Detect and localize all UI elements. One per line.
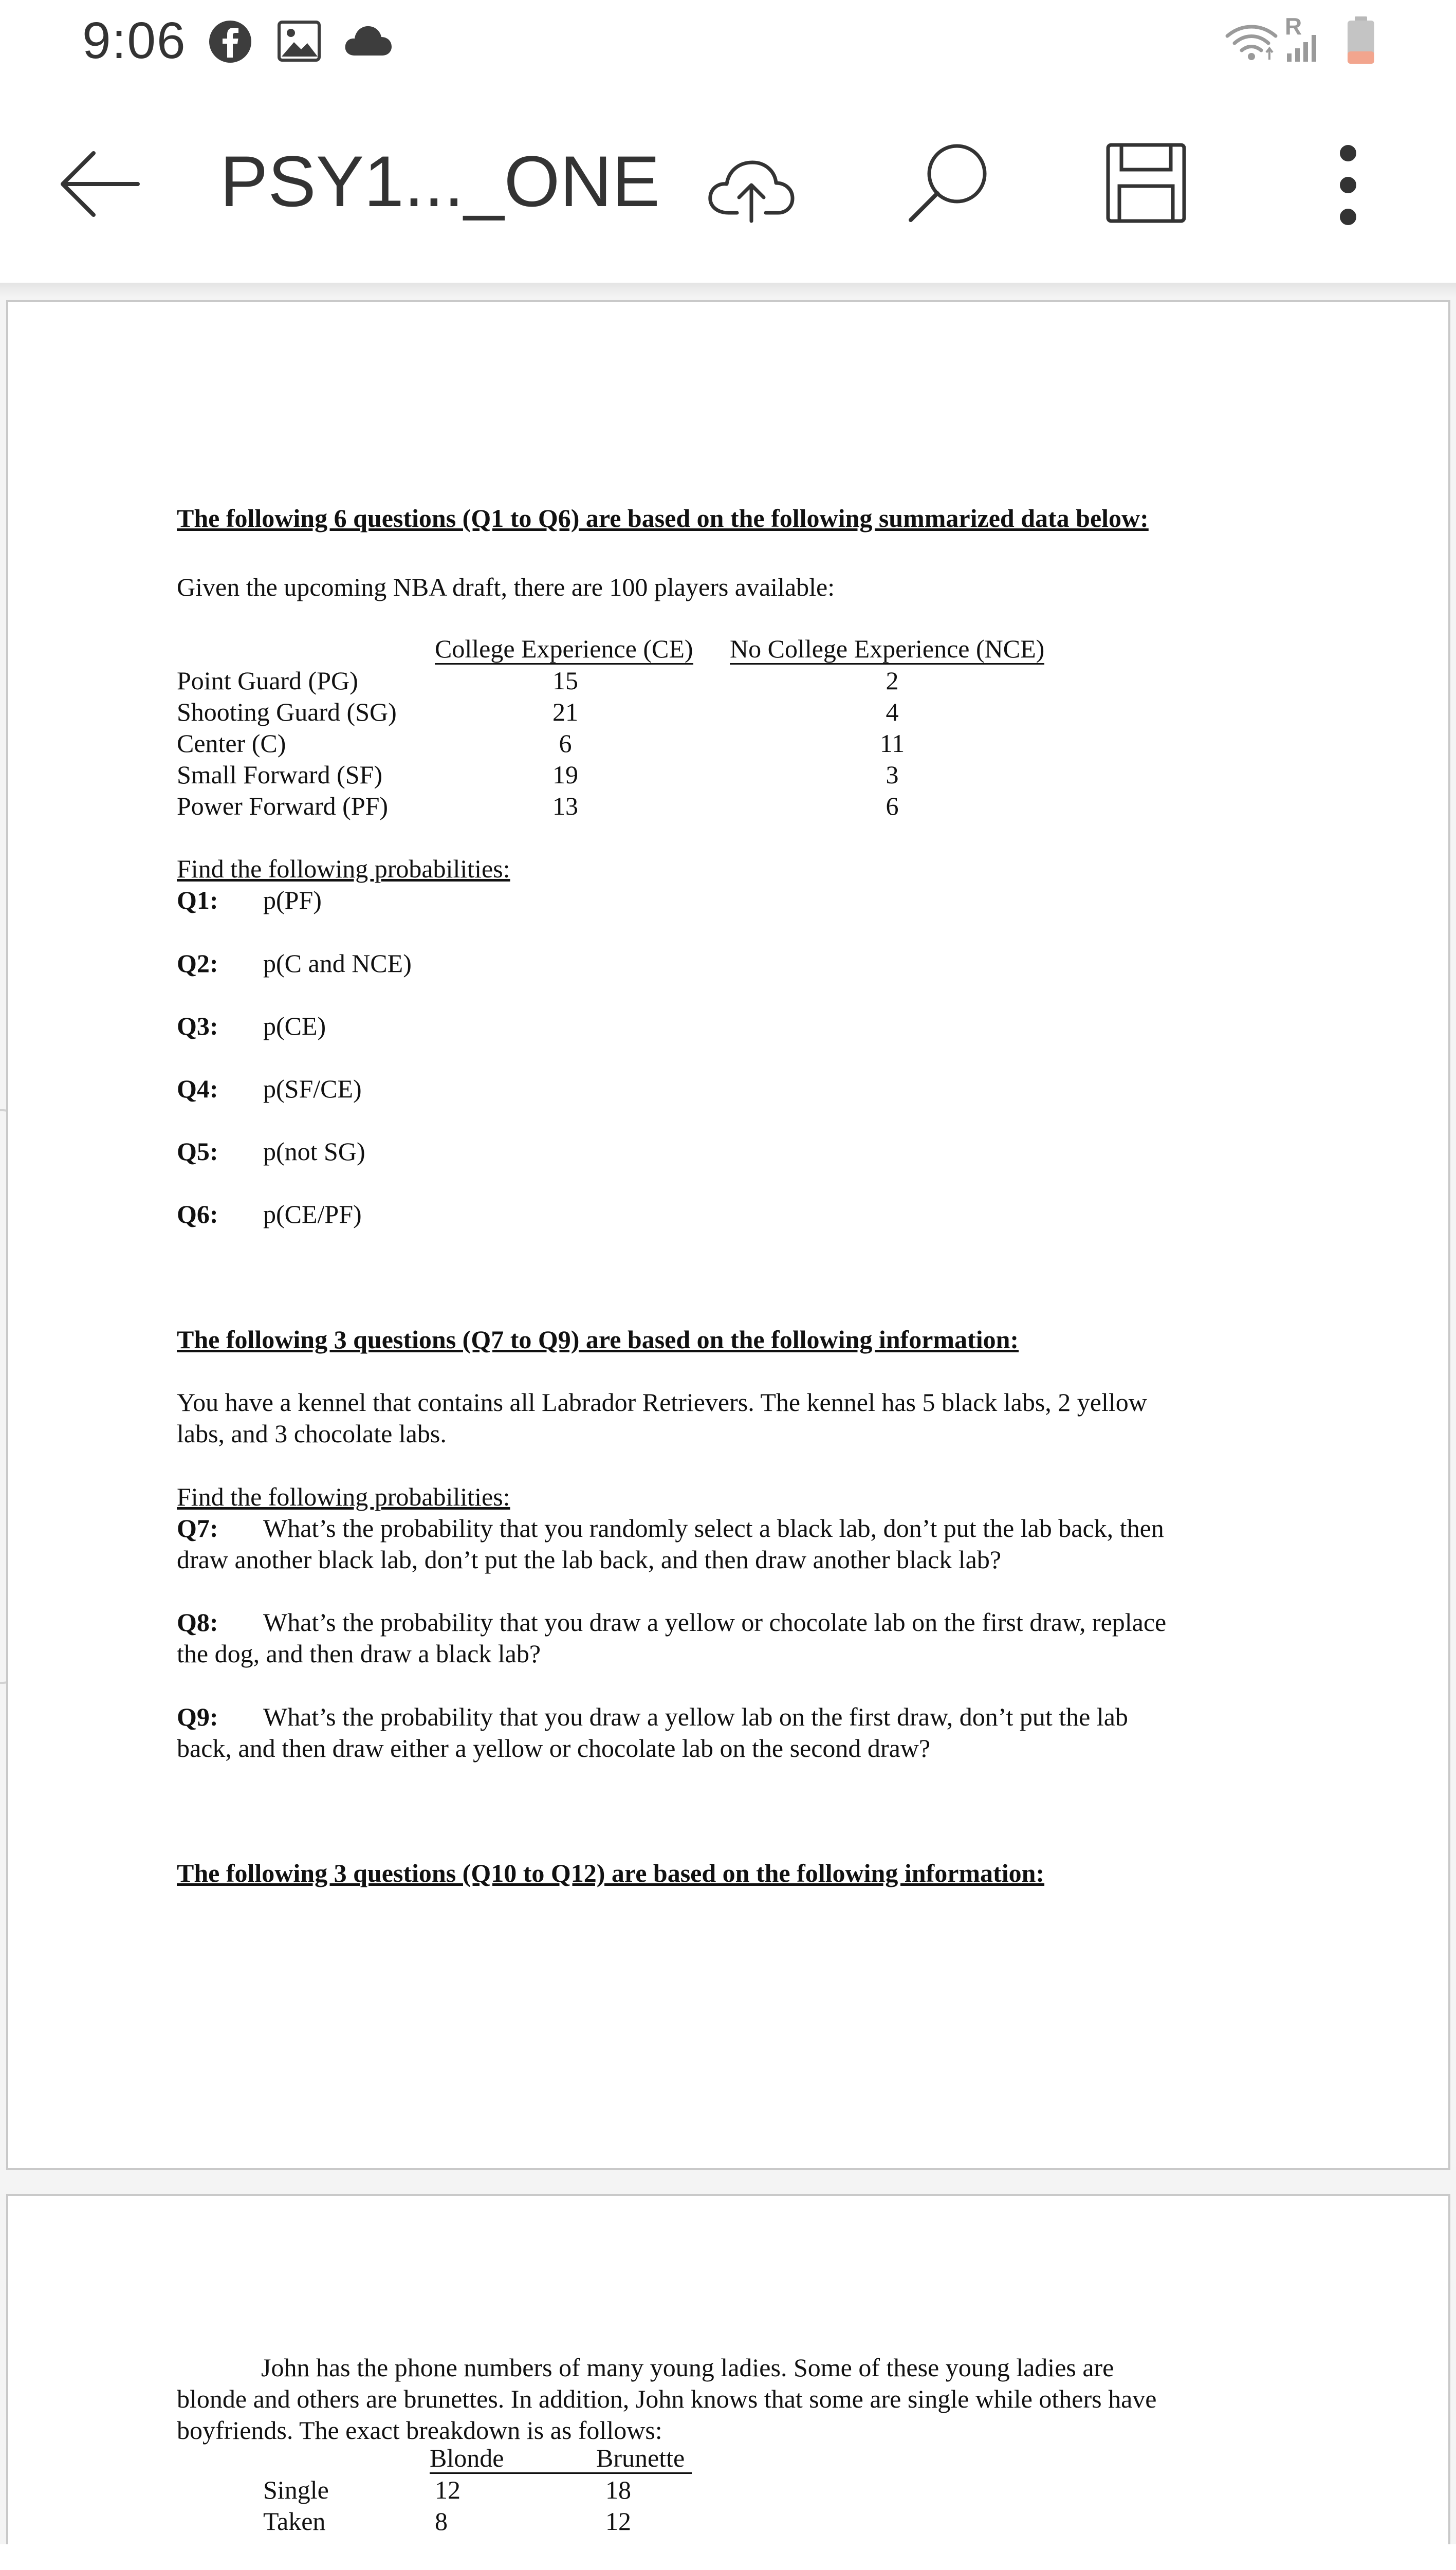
question-text: p(C and NCE) bbox=[263, 949, 412, 978]
table-row-label: Point Guard (PG) bbox=[177, 666, 358, 695]
question-number: Q1: bbox=[177, 886, 218, 914]
facebook-icon bbox=[208, 20, 252, 64]
question-number: Q3: bbox=[177, 1012, 218, 1040]
more-options-icon[interactable] bbox=[1330, 144, 1366, 226]
table-cell: 3 bbox=[886, 760, 899, 789]
table-row-label: Power Forward (PF) bbox=[177, 792, 389, 820]
table-cell: 21 bbox=[552, 697, 578, 726]
question-number: Q2: bbox=[177, 949, 218, 978]
table-cell: 6 bbox=[559, 729, 572, 758]
table-cell: 2 bbox=[886, 666, 899, 695]
table-row-label: Center (C) bbox=[177, 729, 286, 758]
question-text: p(CE/PF) bbox=[263, 1200, 362, 1228]
edit-button[interactable] bbox=[627, 2544, 827, 2570]
search-icon[interactable] bbox=[905, 140, 992, 227]
table-cell: 15 bbox=[552, 666, 578, 695]
gallery-icon bbox=[278, 21, 321, 62]
table-header-nce: No College Experience (NCE) bbox=[730, 634, 1044, 665]
question-number: Q8: bbox=[177, 1608, 218, 1637]
battery-icon bbox=[1346, 15, 1376, 65]
read-aloud-button[interactable] bbox=[1151, 2544, 1418, 2570]
toolbar-divider bbox=[0, 283, 1456, 297]
question-number: Q6: bbox=[177, 1200, 218, 1228]
table-cell: 8 bbox=[435, 2507, 448, 2536]
question-text: What’s the probability that you draw a yellow lab on the first draw, don’t put the lab bbox=[263, 1702, 1128, 1731]
question-text: p(not SG) bbox=[263, 1137, 365, 1166]
wifi-icon bbox=[1223, 21, 1280, 62]
table-header-brunette: Brunette bbox=[517, 2444, 692, 2474]
cloud-icon bbox=[343, 24, 393, 57]
table-cell: 18 bbox=[605, 2475, 631, 2504]
table-cell: 11 bbox=[879, 729, 905, 758]
bottom-action-bar bbox=[0, 2544, 1456, 2570]
section2-find-label: Find the following probabilities: bbox=[177, 1482, 510, 1511]
save-icon[interactable] bbox=[1105, 142, 1187, 224]
document-page-1 bbox=[6, 300, 1450, 2170]
table-cell: 12 bbox=[605, 2507, 631, 2536]
question-number: Q4: bbox=[177, 1074, 218, 1103]
document-title: PSY1..._ONE bbox=[220, 141, 660, 222]
question-number: Q7: bbox=[177, 1514, 218, 1543]
question-number: Q9: bbox=[177, 1702, 218, 1731]
headings-button[interactable] bbox=[319, 2544, 576, 2570]
table-cell: 12 bbox=[435, 2475, 460, 2504]
question-text: p(PF) bbox=[263, 886, 322, 914]
page2-paragraph-line: boyfriends. The exact breakdown is as follows: bbox=[177, 2416, 662, 2445]
question-text: the dog, and then draw a black lab? bbox=[177, 1639, 541, 1668]
table-row-label: Single bbox=[263, 2475, 329, 2504]
question-text: p(CE) bbox=[263, 1012, 326, 1040]
document-viewer[interactable] bbox=[0, 297, 1456, 2544]
roaming-label: R bbox=[1285, 13, 1302, 40]
table-cell: 6 bbox=[886, 792, 899, 820]
section2-heading: The following 3 questions (Q7 to Q9) are based on the following information: bbox=[177, 1325, 1019, 1354]
cloud-upload-icon[interactable] bbox=[705, 152, 798, 224]
table-row-label: Small Forward (SF) bbox=[177, 760, 382, 789]
section2-intro-line: labs, and 3 chocolate labs. bbox=[177, 1419, 447, 1448]
back-arrow-icon[interactable] bbox=[56, 148, 143, 220]
table-header-blonde: Blonde bbox=[430, 2444, 517, 2474]
mobile-view-button[interactable] bbox=[62, 2544, 272, 2570]
table-header-ce: College Experience (CE) bbox=[435, 634, 693, 665]
table-cell: 19 bbox=[552, 760, 578, 789]
question-text: draw another black lab, don’t put the lab back, and then draw another black lab? bbox=[177, 1545, 1002, 1574]
section2-intro-line: You have a kennel that contains all Labrador Retrievers. The kennel has 5 black labs, 2 yellow bbox=[177, 1388, 1147, 1417]
table-row-label: Taken bbox=[263, 2507, 326, 2536]
question-text: What’s the probability that you draw a yellow or chocolate lab on the first draw, replace bbox=[263, 1608, 1167, 1637]
section1-intro: Given the upcoming NBA draft, there are 100 players available: bbox=[177, 573, 835, 601]
section1-heading: The following 6 questions (Q1 to Q6) are based on the following summarized data below: bbox=[177, 504, 1149, 533]
table-cell: 13 bbox=[552, 792, 578, 820]
status-bar bbox=[0, 0, 1456, 85]
status-time: 9:06 bbox=[82, 12, 187, 69]
question-number: Q5: bbox=[177, 1137, 218, 1166]
table-row-label: Shooting Guard (SG) bbox=[177, 697, 397, 726]
signal-icon bbox=[1285, 33, 1326, 62]
page2-paragraph-line: blonde and others are brunettes. In addition, John knows that some are single while others have bbox=[177, 2384, 1157, 2413]
question-text: back, and then draw either a yellow or chocolate lab on the second draw? bbox=[177, 1734, 931, 1763]
section3-heading: The following 3 questions (Q10 to Q12) are based on the following information: bbox=[177, 1859, 1045, 1887]
section1-find-label: Find the following probabilities: bbox=[177, 854, 510, 883]
table-cell: 4 bbox=[886, 697, 899, 726]
page2-paragraph-line: John has the phone numbers of many young ladies. Some of these young ladies are bbox=[261, 2353, 1114, 2382]
share-button[interactable] bbox=[905, 2544, 1110, 2570]
question-text: What’s the probability that you randomly select a black lab, don’t put the lab back, then bbox=[263, 1514, 1164, 1543]
question-text: p(SF/CE) bbox=[263, 1074, 362, 1103]
document-page-2 bbox=[6, 2194, 1450, 2544]
